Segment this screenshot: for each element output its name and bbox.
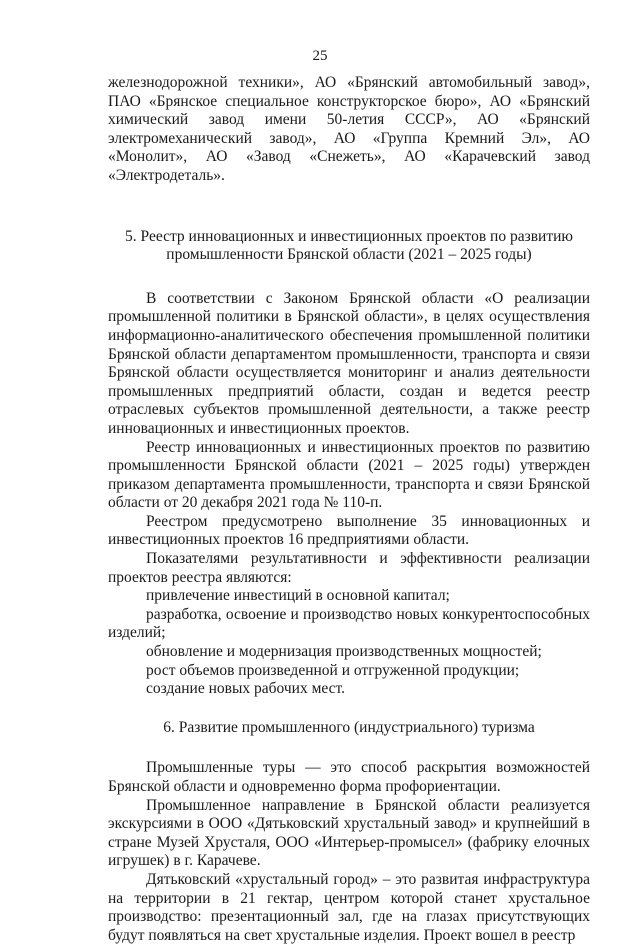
indicator-item: создание новых рабочих мест.: [146, 680, 346, 698]
indicator-item: обновление и модернизация производственных мощностей;: [146, 643, 542, 661]
section-5-paragraph: Реестр инновационных и инвестиционных проектов по развитию промышленности Брянской области (2021 – 2025 годы) утвержден приказом департамента промышленности, транспорта и связи Брянской области от 20 декабря 2021 года № 110-п.: [108, 438, 590, 512]
section-6-title: 6. Развитие промышленного (индустриального) туризма: [163, 718, 535, 736]
indicator-item: разработка, освоение и производство новых конкурентоспособных изделий;: [108, 605, 590, 642]
indicator-item: рост объемов произведенной и отгруженной продукции;: [146, 661, 520, 679]
page-content: [108, 74, 590, 945]
indicator-item: привлечение инвестиций в основной капитал;: [146, 587, 450, 605]
section-5-paragraph: Реестром предусмотрено выполнение 35 инновационных и инвестиционных проектов 16 предприятиями области.: [108, 512, 590, 549]
section-6-paragraph: Дятьковский «хрустальный город» – это развитая инфраструктура на территории в 21 гектар, центром которой станет хрустальное производство: презентационный зал, где на глазах присутствующих будут появляться на свет хрустальные изделия. Проект вошел в реестр: [108, 870, 590, 944]
section-5-title: 5. Реестр инновационных и инвестиционных проектов по развитию промышленности Брянской области (2021 – 2025 годы): [125, 227, 573, 264]
section-5-paragraph: В соответствии с Законом Брянской области «О реализации промышленной политики в Брянской области», в целях осуществления информационно-аналитического обеспечения промышленной политики Брянской области департаментом промышленности, транспорта и связи Брянской области осуществляется мониторинг и анализ деятельности промышленных предприятий области, создан и ведется реестр отраслевых субъектов промышленной деятельности, а также реестр инновационных и инвестиционных проектов.: [108, 289, 590, 437]
page-number: 25: [312, 48, 328, 64]
section-6-paragraph: Промышленное направление в Брянской области реализуется экскурсиями в ООО «Дятьковский хрустальный завод» и крупнейший в стране Музей Хрусталя, ООО «Интерьер-промысел» (фабрику елочных игрушек) в г. Карачеве.: [108, 796, 590, 870]
intro-paragraph: железнодорожной техники», АО «Брянский автомобильный завод», ПАО «Брянское специальное конструкторское бюро», АО «Брянский химический завод имени 50-летия СССР», АО «Брянский электромеханический завод», АО «Группа Кремний Эл», АО «Монолит», АО «Завод «Снежеть», АО «Карачевский завод «Электродеталь».: [108, 74, 590, 184]
section-5-paragraph: Показателями результативности и эффективности реализации проектов реестра являются:: [108, 550, 590, 586]
section-6-paragraph: Промышленные туры — это способ раскрытия возможностей Брянской области и одновременно форма профориентации.: [108, 759, 590, 795]
